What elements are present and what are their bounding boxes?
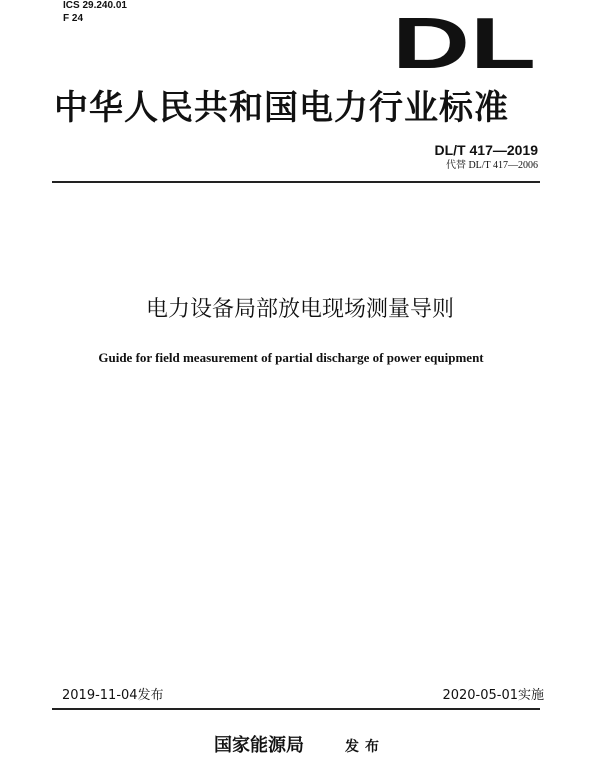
bottom-divider	[52, 708, 540, 710]
title-english: Guide for field measurement of partial discharge of power equipment	[98, 350, 484, 365]
issue-date: 2019-11-04发布	[62, 688, 164, 703]
dl-logo-text: DL	[392, 10, 536, 72]
classification-code: F 24	[63, 13, 84, 24]
top-divider	[52, 181, 540, 183]
implementation-date: 2020-05-01实施	[442, 688, 544, 703]
standard-number: DL/T 417—2019	[434, 142, 538, 158]
replaces-standard: 代替 DL/T 417—2006	[445, 160, 538, 171]
dl-logo	[390, 10, 540, 72]
publish-label: 发布	[345, 739, 385, 755]
ics-code: ICS 29.240.01	[63, 0, 127, 11]
org-title: 中华人民共和国电力行业标准	[54, 88, 509, 128]
publisher: 国家能源局	[214, 735, 304, 756]
title-chinese: 电力设备局部放电现场测量导则	[145, 297, 454, 322]
